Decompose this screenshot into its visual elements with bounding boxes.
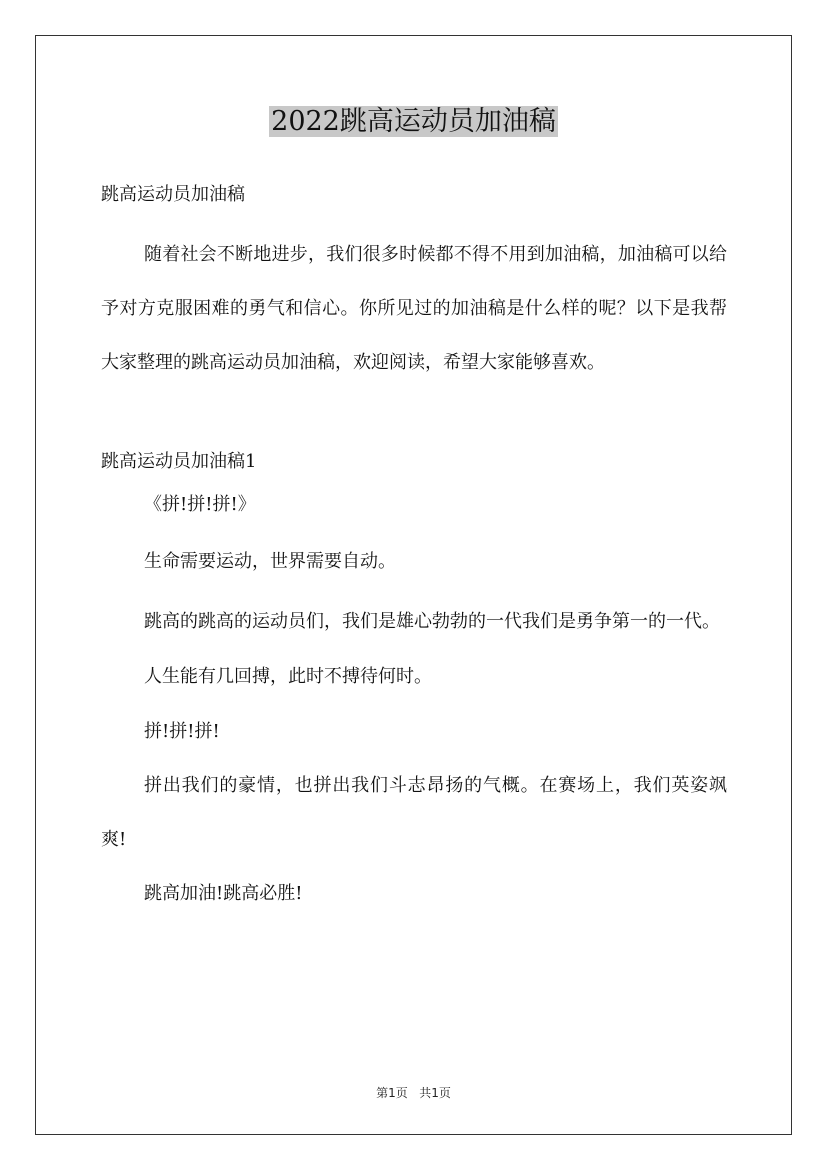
intro-paragraph: 随着社会不断地进步，我们很多时候都不得不用到加油稿，加油稿可以给予对方克服困难的勇气和信心。你所见过的加油稿是什么样的呢？以下是我帮大家整理的跳高运动员加油稿，欢迎阅读，希望大家能够喜欢。 [101, 244, 727, 373]
page-footer [0, 1084, 827, 1101]
document-title [0, 100, 827, 144]
subtitle: 跳高运动员加油稿 [101, 184, 245, 205]
section-heading: 跳高运动员加油稿1 [101, 451, 257, 472]
document-title-text: 2022跳高运动员加油稿 [271, 106, 556, 137]
document-body [101, 175, 727, 921]
paragraph: 拼出我们的豪情，也拼出我们斗志昂扬的气概。在赛场上，我们英姿飒爽! [101, 775, 727, 850]
paragraph: 生命需要运动，世界需要自动。 [144, 551, 396, 572]
page-number: 第1页 共1页 [376, 1086, 451, 1100]
spacer [101, 214, 727, 228]
paragraph: 跳高加油!跳高必胜! [144, 883, 303, 904]
spacer [101, 390, 727, 442]
paragraph: 人生能有几回搏，此时不搏待何时。 [144, 666, 432, 687]
poem-title: 《拼!拼!拼!》 [144, 494, 256, 515]
paragraph: 跳高的跳高的运动员们，我们是雄心勃勃的一代我们是勇争第一的一代。 [144, 611, 720, 632]
paragraph: 拼!拼!拼! [144, 721, 220, 742]
